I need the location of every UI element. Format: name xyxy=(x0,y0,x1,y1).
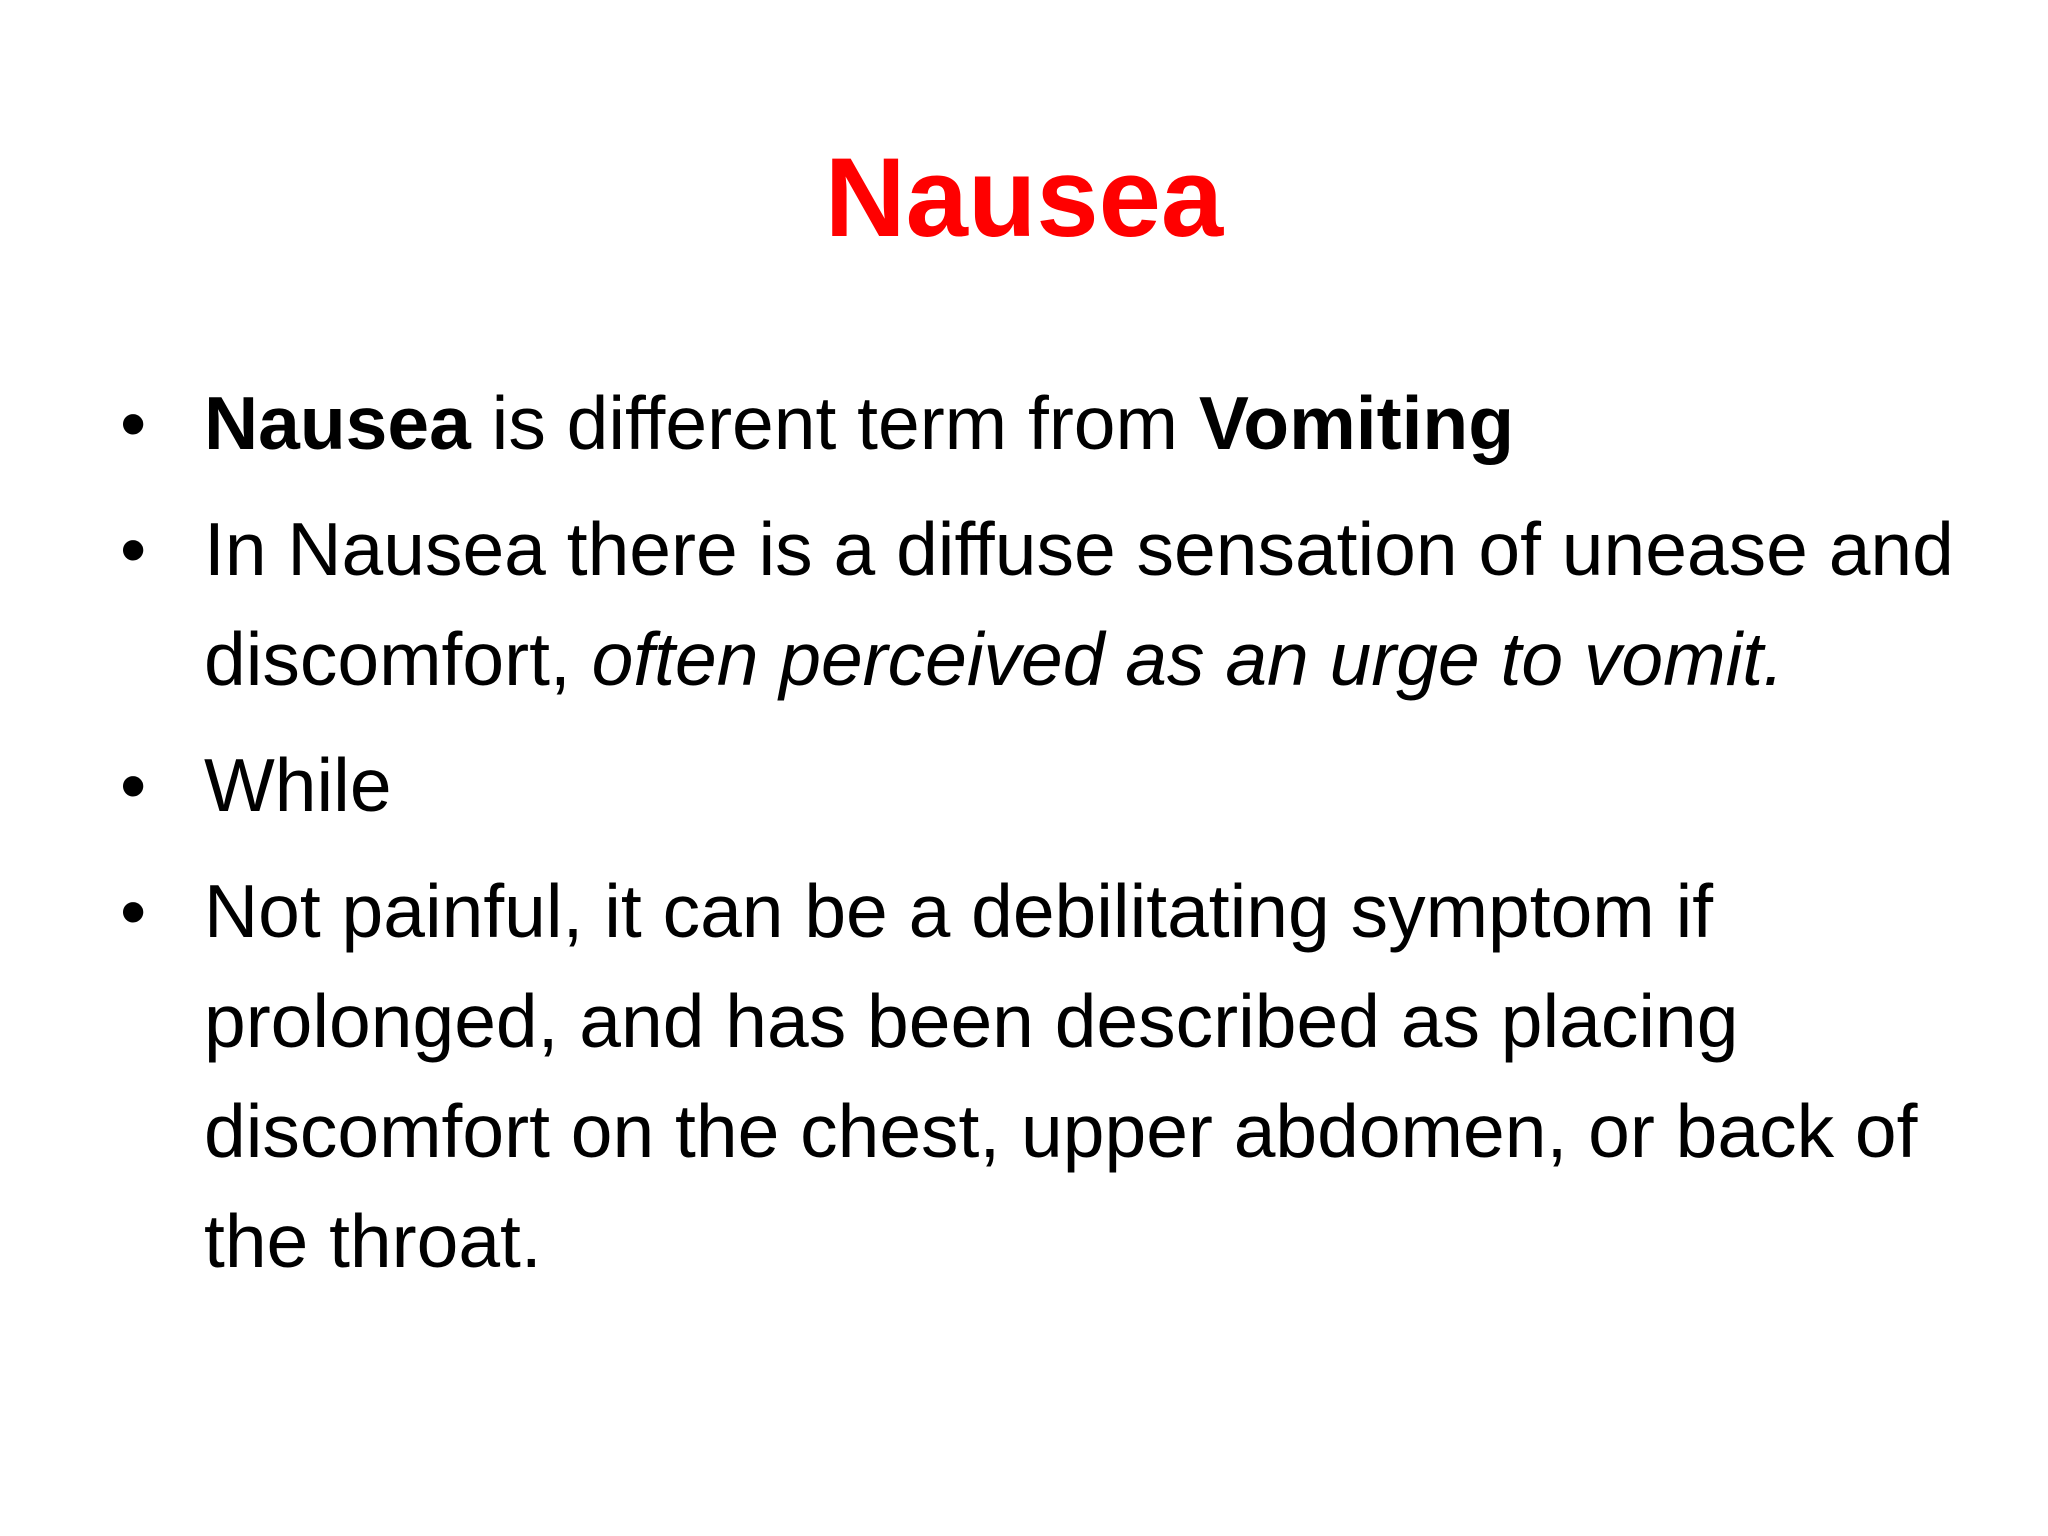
bullet-item xyxy=(120,730,2000,840)
bullet-text: Not painful, it can be a debilitating symptom if prolonged, and has been described as placing discomfort on the chest, upper abdomen, or back of the throat. xyxy=(204,869,1918,1283)
bullet-dot-icon: • xyxy=(120,869,147,953)
bullet-dot-icon: • xyxy=(120,381,147,465)
bullet-item xyxy=(120,856,2000,1296)
bullet-text-italic: often perceived as an urge to vomit. xyxy=(591,617,1784,701)
bullet-text: While xyxy=(204,743,392,827)
bullet-list xyxy=(120,368,2000,1312)
bullet-text-bold: Vomiting xyxy=(1198,381,1515,465)
slide-title: Nausea xyxy=(824,135,1224,260)
bullet-item xyxy=(120,368,2000,478)
bullet-dot-icon: • xyxy=(120,507,147,591)
bullet-text-bold: Nausea xyxy=(204,381,471,465)
bullet-text: In Nausea there is a diffuse sensation of unease and discomfort, xyxy=(204,507,1954,701)
bullet-item xyxy=(120,494,2000,714)
bullet-dot-icon: • xyxy=(120,743,147,827)
bullet-text: is different term from xyxy=(470,381,1199,465)
